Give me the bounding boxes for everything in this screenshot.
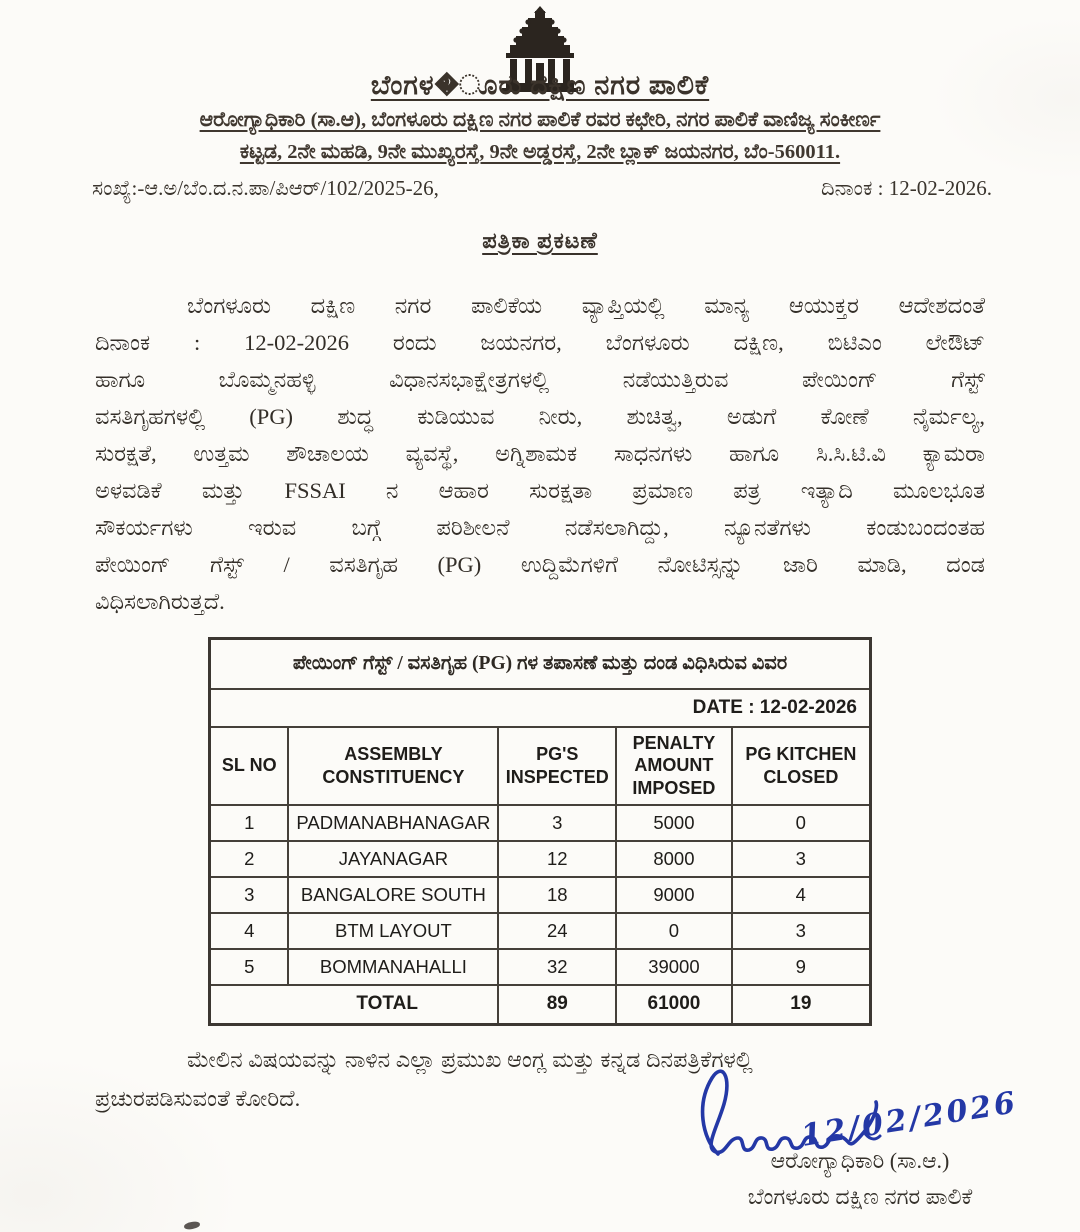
col-header-constituency: ASSEMBLY CONSTITUENCY — [288, 727, 498, 805]
cell-sl-no: 3 — [210, 877, 289, 913]
body-line: ಬೆಂಗಳೂರು ದಕ್ಷಿಣ ನಗರ ಪಾಲಿಕೆಯ ವ್ಯಾಪ್ತಿಯಲ್ಲಿ ಮಾನ್ಯ ಆಯುಕ್ತರ ಆದೇಶದಂತೆ — [187, 293, 985, 318]
cell-penalty: 0 — [616, 913, 731, 949]
body-line: ಅಳವಡಿಕೆ ಮತ್ತು FSSAI ನ ಆಹಾರ ಸುರಕ್ಷತಾ ಪ್ರಮಾಣ ಪತ್ರ ಇತ್ಯಾದಿ ಮೂಲಭೂತ — [95, 478, 985, 503]
reference-number: ಸಂಖ್ಯೆ:-ಆ.ಅ/ಬೆಂ.ದ.ನ.ಪಾ/ಪಿಆರ್/102/2025-26, — [92, 176, 439, 200]
total-penalty: 61000 — [616, 985, 731, 1025]
cell-constituency: BOMMANAHALLI — [288, 949, 498, 985]
total-kitchen-closed: 19 — [732, 985, 871, 1025]
col-header-penalty: PENALTY AMOUNT IMPOSED — [616, 727, 731, 805]
pg-inspection-table — [208, 637, 872, 1026]
body-line: ವಿಧಿಸಲಾಗಿರುತ್ತದೆ. — [95, 589, 225, 614]
press-release-heading: ಪತ್ರಿಕಾ ಪ್ರಕಟಣೆ — [482, 228, 598, 253]
cell-kitchen-closed: 9 — [732, 949, 871, 985]
body-paragraph — [95, 287, 985, 620]
cell-constituency: BANGALORE SOUTH — [288, 877, 498, 913]
table-title: ಪೇಯಿಂಗ್ ಗೆಸ್ಟ್ / ವಸತಿಗೃಹ (PG) ಗಳ ತಪಾಸಣೆ ಮತ್ತು ದಂಡ ವಿಧಿಸಿರುವ ವಿವರ — [210, 639, 871, 689]
table-row — [210, 949, 871, 985]
signatory-organization: ಬೆಂಗಳೂರು ದಕ್ಷಿಣ ನಗರ ಪಾಲಿಕೆ — [747, 1184, 973, 1209]
cell-constituency: BTM LAYOUT — [288, 913, 498, 949]
cell-pgs-inspected: 24 — [498, 913, 616, 949]
cell-penalty: 9000 — [616, 877, 731, 913]
body-line: ವಸತಿಗೃಹಗಳಲ್ಲಿ (PG) ಶುದ್ಧ ಕುಡಿಯುವ ನೀರು, ಶುಚಿತ್ವ, ಅಡುಗೆ ಕೋಣೆ ನೈರ್ಮಲ್ಯ, — [95, 404, 985, 429]
cell-pgs-inspected: 3 — [498, 805, 616, 841]
cell-constituency: JAYANAGAR — [288, 841, 498, 877]
office-address-line-1: ಆರೋಗ್ಯಾಧಿಕಾರಿ (ಸಾ.ಆ), ಬೆಂಗಳೂರು ದಕ್ಷಿಣ ನಗರ ಪಾಲಿಕೆ ರವರ ಕಛೇರಿ, ನಗರ ಪಾಲಿಕೆ ವಾಣಿಜ್ಯ ಸಂಕೀರ್ಣ — [199, 109, 881, 131]
table-row — [210, 841, 871, 877]
body-line: ಹಾಗೂ ಬೊಮ್ಮನಹಳ್ಳಿ ವಿಧಾನಸಭಾಕ್ಷೇತ್ರಗಳಲ್ಲಿ ನಡೆಯುತ್ತಿರುವ ಪೇಯಿಂಗ್ ಗೆಸ್ಟ್ — [95, 367, 985, 392]
body-line: ಸೌಕರ್ಯಗಳು ಇರುವ ಬಗ್ಗೆ ಪರಿಶೀಲನೆ ನಡೆಸಲಾಗಿದ್ದು, ನ್ಯೂನತೆಗಳು ಕಂಡುಬಂದಂತಹ — [95, 515, 985, 540]
closing-line: ಪ್ರಚುರಪಡಿಸುವಂತೆ ಕೋರಿದೆ. — [95, 1086, 301, 1111]
body-line: ದಿನಾಂಕ : 12-02-2026 ರಂದು ಜಯನಗರ, ಬೆಂಗಳೂರು ದಕ್ಷಿಣ, ಬಿಟಿಎಂ ಲೇಔಟ್ — [95, 330, 985, 355]
closing-line: ಮೇಲಿನ ವಿಷಯವನ್ನು ನಾಳಿನ ಎಲ್ಲಾ ಪ್ರಮುಖ ಆಂಗ್ಲ ಮತ್ತು ಕನ್ನಡ ದಿನಪತ್ರಿಕೆಗಳಲ್ಲಿ — [187, 1047, 753, 1072]
signatory-designation: ಆರೋಗ್ಯಾಧಿಕಾರಿ (ಸಾ.ಆ.) — [770, 1148, 950, 1173]
cell-pgs-inspected: 32 — [498, 949, 616, 985]
organization-title: ಬೆಂಗಳ�ೂರು ದಕ್ಷಿಣ ನಗರ ಪಾಲಿಕೆ — [370, 70, 710, 100]
cell-penalty: 5000 — [616, 805, 731, 841]
table-total-row — [210, 985, 871, 1025]
cell-sl-no: 4 — [210, 913, 289, 949]
cell-sl-no: 2 — [210, 841, 289, 877]
scan-smudge — [184, 1221, 201, 1230]
cell-penalty: 8000 — [616, 841, 731, 877]
total-pgs-inspected: 89 — [498, 985, 616, 1025]
body-line: ಸುರಕ್ಷತೆ, ಉತ್ತಮ ಶೌಚಾಲಯ ವ್ಯವಸ್ಥೆ, ಅಗ್ನಿಶಾಮಕ ಸಾಧನಗಳು ಹಾಗೂ ಸಿ.ಸಿ.ಟಿ.ವಿ ಕ್ಯಾಮರಾ — [95, 441, 985, 466]
table-row — [210, 877, 871, 913]
body-line: ಪೇಯಿಂಗ್ ಗೆಸ್ಟ್ / ವಸತಿಗೃಹ (PG) ಉದ್ದಿಮೆಗಳಿಗೆ ನೋಟಿಸ್ಸನ್ನು ಜಾರಿ ಮಾಡಿ, ದಂಡ — [95, 552, 985, 577]
cell-pgs-inspected: 12 — [498, 841, 616, 877]
cell-sl-no: 5 — [210, 949, 289, 985]
table-row — [210, 805, 871, 841]
table-date: DATE : 12-02-2026 — [210, 689, 871, 727]
table-row — [210, 913, 871, 949]
reference-row — [92, 176, 992, 201]
office-address-line-2: ಕಟ್ಟಡ, 2ನೇ ಮಹಡಿ, 9ನೇ ಮುಖ್ಯರಸ್ತೆ, 9ನೇ ಅಡ್ಡರಸ್ತೆ, 2ನೇ ಬ್ಲಾಕ್ ಜಯನಗರ, ಬೆಂ-560011. — [239, 141, 841, 163]
cell-constituency: PADMANABHANAGAR — [288, 805, 498, 841]
cell-sl-no: 1 — [210, 805, 289, 841]
cell-kitchen-closed: 0 — [732, 805, 871, 841]
cell-kitchen-closed: 3 — [732, 913, 871, 949]
letter-date: ದಿನಾಂಕ : 12-02-2026. — [821, 176, 992, 200]
cell-kitchen-closed: 4 — [732, 877, 871, 913]
table-header-row — [210, 727, 871, 805]
total-label: TOTAL — [210, 985, 499, 1025]
col-header-sl-no: SL NO — [210, 727, 289, 805]
col-header-kitchen-closed: PG KITCHEN CLOSED — [732, 727, 871, 805]
cell-pgs-inspected: 18 — [498, 877, 616, 913]
handwritten-signature-date: 12/02/2026 — [798, 1085, 1021, 1154]
cell-penalty: 39000 — [616, 949, 731, 985]
cell-kitchen-closed: 3 — [732, 841, 871, 877]
col-header-pgs-inspected: PG'S INSPECTED — [498, 727, 616, 805]
